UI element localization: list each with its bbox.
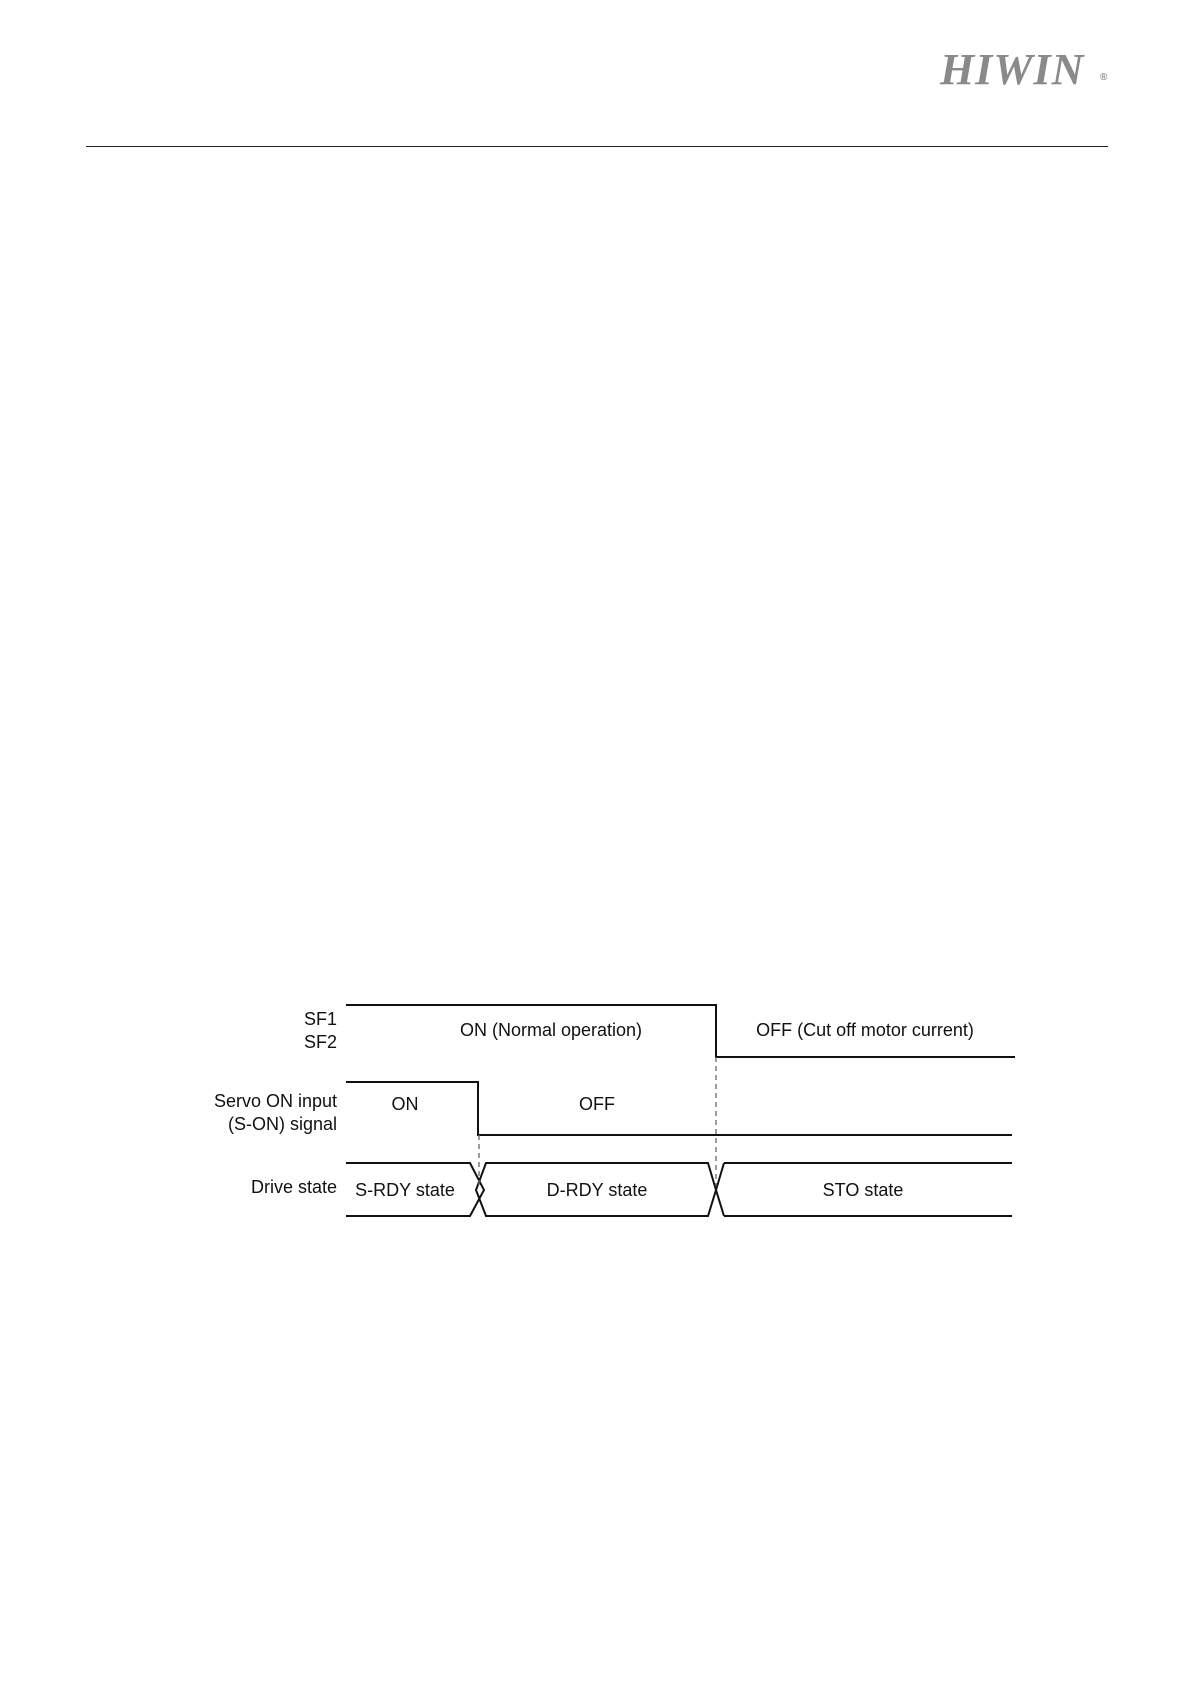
servo-on-label-line1: Servo ON input [213,1091,337,1111]
s-rdy-state: S-RDY state [355,1180,455,1200]
drive-state-label: Drive state [250,1177,337,1197]
d-rdy-state: D-RDY state [546,1180,648,1200]
servo-on-label-line2: (S-ON) signal [227,1114,337,1134]
registered-mark-icon: ® [1100,72,1109,83]
sto-state: STO state [822,1180,904,1200]
sf1-label: SF1 [303,1009,337,1029]
sf2-label: SF2 [303,1032,337,1052]
sf-off-state: OFF (Cut off motor current) [756,1020,974,1040]
logo-text: HIWIN [940,45,1085,94]
servo-on-waveform [346,1082,1012,1135]
sf-on-state: ON (Normal operation) [459,1020,643,1040]
servo-off-state: OFF [579,1094,615,1114]
servo-on-state: ON [391,1094,419,1114]
